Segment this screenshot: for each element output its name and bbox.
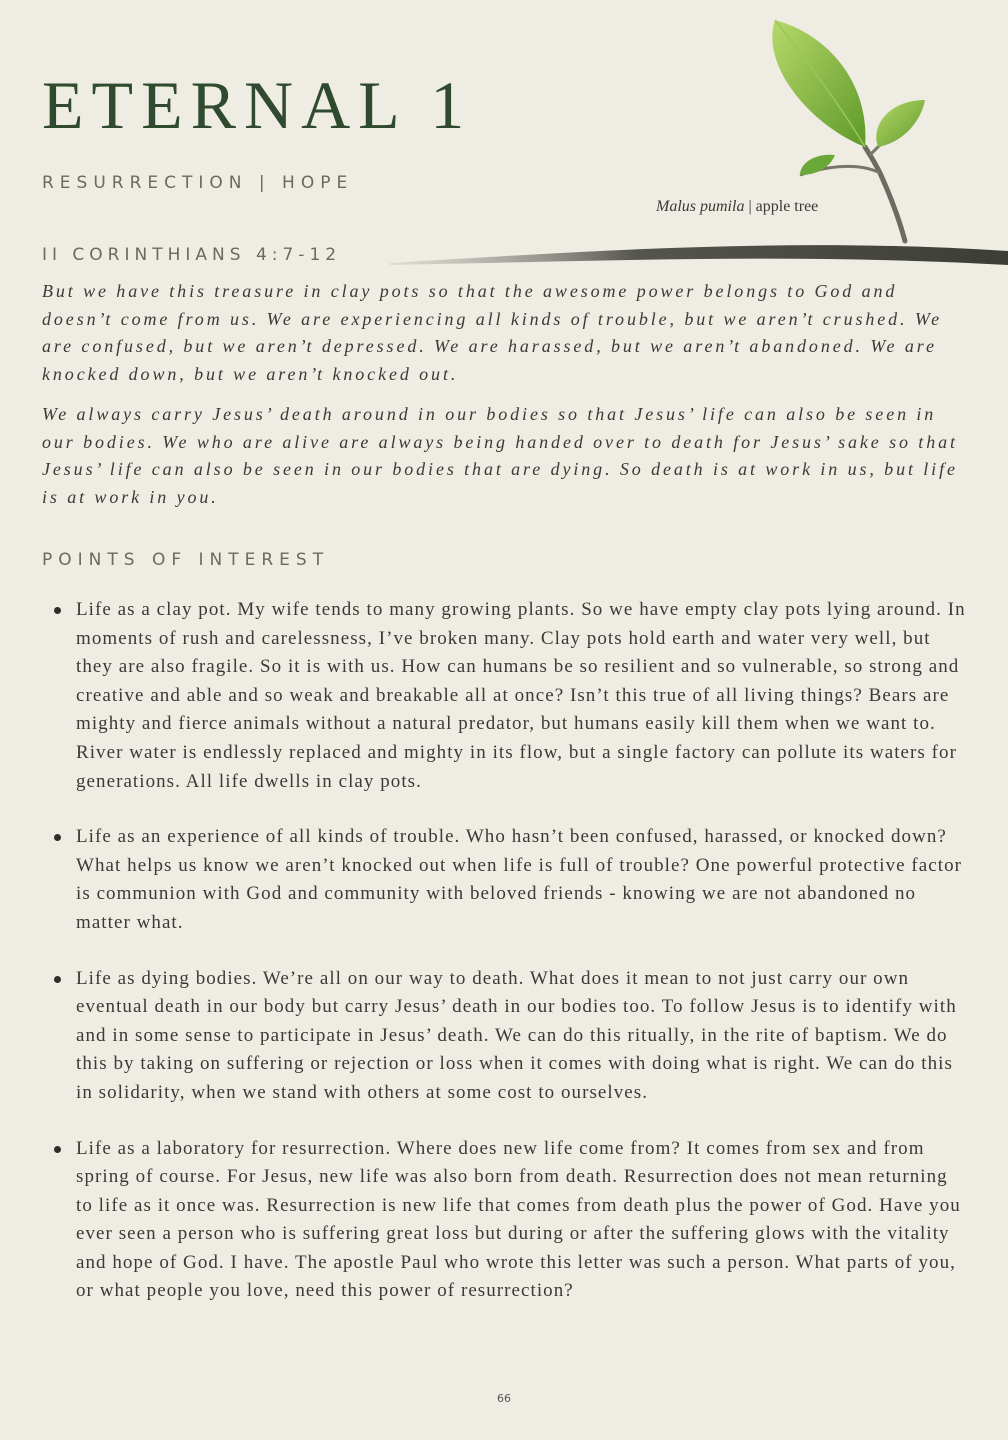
page-number: 66	[497, 1392, 511, 1405]
points-list	[42, 596, 970, 1333]
point-text: Life as dying bodies. We’re all on our way to death. What does it mean to not just carry our own eventual death in our body but carry Jesus’ death in our bodies too. To follow Jesus is to identify with and in some sense to participate in Jesus’ death. We can do this ritually, in the rite of baptism. We do this by taking on suffering or rejection or loss when it comes with doing what is right. We can do this in solidarity, when we stand with others at some cost to ourselves.	[76, 967, 957, 1103]
list-item	[42, 965, 970, 1108]
point-text: Life as a laboratory for resurrection. Where does new life come from? It comes from sex and from spring of course. For Jesus, new life was also born from death. Resurrection does not mean returning to life as it once was. Resurrection is new life that comes from death plus the power of God. Have you ever seen a person who is suffering great loss but during or after the suffering glows with the vitality and hope of God. I have. The apostle Paul who wrote this letter was such a person. What parts of you, or what people you love, need this power of resurrection?	[76, 1137, 961, 1302]
scripture-paragraph: We always carry Jesus’ death around in our bodies so that Jesus’ life can also be seen in our bodies. We who are alive are always being handed over to death for Jesus’ sake so that Jesus’ life can also be seen in our bodies that are dying. So death is at work in us, but life is at work in you.	[42, 404, 958, 507]
bullet-icon	[54, 1146, 61, 1153]
bullet-icon	[54, 607, 61, 614]
bullet-icon	[54, 976, 61, 983]
list-item	[42, 596, 970, 796]
caption-common-name: | apple tree	[744, 198, 819, 215]
page-subtitle: RESURRECTION | HOPE	[42, 173, 354, 193]
list-item	[42, 823, 970, 937]
scripture-reference: II CORINTHIANS 4:7-12	[42, 245, 342, 265]
point-text: Life as an experience of all kinds of trouble. Who hasn’t been confused, harassed, or knocked down? What helps us know we aren’t knocked out when life is full of trouble? One powerful protective factor is communion with God and community with beloved friends - knowing we are not abandoned no matter what.	[76, 826, 963, 933]
image-caption	[656, 198, 818, 216]
point-text: Life as a clay pot. My wife tends to many growing plants. So we have empty clay pots lying around. In moments of rush and carelessness, I’ve broken many. Clay pots hold earth and water very well, but they are also fragile. So it is with us. How can humans be so resilient and so vulnerable, so strong and creative and able and so weak and breakable all at once? Isn’t this true of all living things? Bears are mighty and fierce animals without a natural predator, but humans easily kill them when we want to. River water is endlessly replaced and mighty in its flow, but a single factory can pollute its waters for generations. All life dwells in clay pots.	[76, 599, 966, 792]
page-title: ETERNAL 1	[42, 67, 473, 143]
bullet-icon	[54, 834, 61, 841]
apple-tree-sprout-image	[390, 15, 1008, 270]
scripture-paragraph: But we have this treasure in clay pots so that the awesome power belongs to God and doesn’t come from us. We are experiencing all kinds of trouble, but we aren’t crushed. We are confused, but we aren’t depressed. We are harassed, but we aren’t abandoned. We are knocked down, but we aren’t knocked out.	[42, 281, 942, 384]
points-of-interest-heading: POINTS OF INTEREST	[42, 550, 330, 570]
caption-latin-name: Malus pumila	[656, 198, 745, 215]
list-item	[42, 1135, 970, 1307]
